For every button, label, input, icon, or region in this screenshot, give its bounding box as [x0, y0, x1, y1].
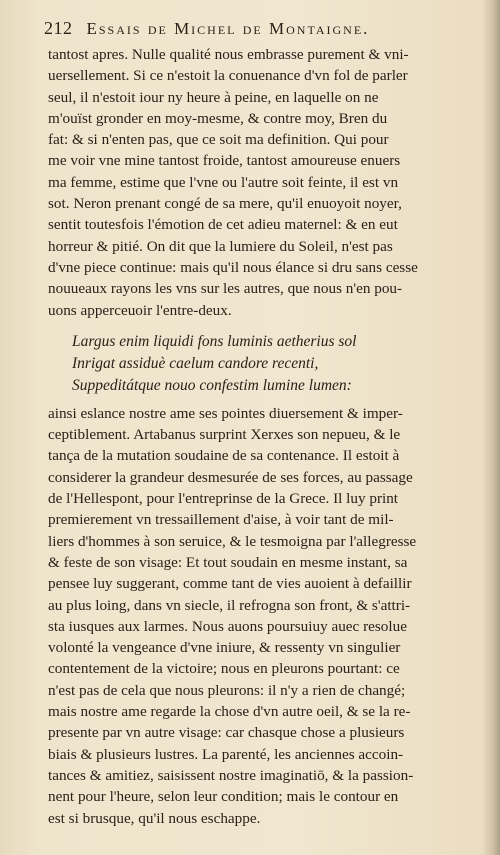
verse-line: Largus enim liquidi fons luminis aetherius sol: [72, 332, 357, 350]
text-line: nouueaux rayons les vns sur les autres, que nous n'en pou-: [48, 280, 403, 298]
text-line: contentement de la victoire; nous en pleurons pourtant: ce: [48, 660, 400, 678]
text-line: tança de la mutation soudaine de sa contenance. Il estoit à: [48, 447, 400, 465]
text-line: tantost apres. Nulle qualité nous embrasse purement & vni-: [48, 46, 409, 63]
text-line: ma femme, estime que l'vne ou l'autre soit feinte, il est vn: [48, 173, 399, 191]
text-line: me voir vne mine tantost froide, tantost amoureuse enuers: [48, 152, 401, 170]
paragraph-2: [48, 403, 480, 829]
text-line: horreur & pitié. On dit que la lumiere du Soleil, n'est pas: [48, 237, 393, 255]
text-line: est si brusque, qu'il nous eschappe.: [48, 809, 261, 827]
text-line: nent pour l'heure, selon leur condition; mais le contour en: [48, 788, 399, 806]
text-line: uons apperceuoir l'entre-deux.: [48, 301, 232, 319]
text-line: uersellement. Si ce n'estoit la conuenance d'vn fol de parler: [48, 67, 408, 85]
text-line: seul, il n'estoit iour ny heure à peine, en laquelle on ne: [48, 88, 379, 106]
paragraph-1: [48, 44, 480, 321]
verse-line: Inrigat assiduè caelum candore recenti,: [72, 354, 319, 372]
text-line: pensee luy suggerant, comme tant de vies auoient à defaillir: [48, 575, 412, 593]
text-line: m'ouïst gronder en moy-mesme, & contre moy, Bren du: [48, 109, 388, 127]
text-line: ceptiblement. Artabanus surprint Xerxes son nepueu, & le: [48, 426, 401, 444]
text-line: liers d'hommes à son seruice, & le tesmoigna par l'allegresse: [48, 532, 417, 550]
text-line: considerer la grandeur desmesurée de ses forces, au passage: [48, 468, 413, 486]
body-text: [48, 44, 480, 829]
text-line: tances & amitiez, saisissent nostre imaginatiō, & la passion-: [48, 766, 414, 784]
text-line: biais & plusieurs lustres. La parenté, les anciennes accoin-: [48, 745, 404, 763]
text-line: mais nostre ame regarde la chose d'vn autre oeil, & se la re-: [48, 703, 411, 721]
text-line: sot. Neron prenant congé de sa mere, qu'il enuoyoit noyer,: [48, 195, 402, 213]
text-line: premierement vn tressaillement d'aise, à voir tant de mil-: [48, 511, 394, 529]
text-line: fat: & si n'enten pas, que ce soit ma definition. Qui pour: [48, 131, 389, 149]
text-line: ainsi eslance nostre ame ses pointes diuersement & imper-: [48, 404, 403, 422]
verse-line: Suppeditátque nouo confestim lumine lumen:: [72, 376, 352, 394]
text-line: n'est pas de cela que nous pleurons: il n'y a rien de changé;: [48, 681, 406, 699]
text-line: au plus loing, dans vn siecle, il refrogna son front, & s'attri-: [48, 596, 411, 614]
text-line: sentit toutesfois l'émotion de cet adieu maternel: & en eut: [48, 216, 398, 234]
text-line: & feste de son visage: Et tout soudain en mesme instant, sa: [48, 553, 408, 571]
text-line: de l'Hellespont, pour l'entreprinse de la Grece. Il luy print: [48, 490, 399, 508]
page-header: [44, 18, 474, 40]
page-number: 212: [44, 18, 73, 38]
running-title: Essais de Michel de Montaigne.: [86, 19, 370, 38]
text-line: d'vne piece continue: mais qu'il nous élance si dru sans cesse: [48, 258, 418, 276]
latin-verse-quote: [72, 331, 480, 397]
text-line: sta iusques aux larmes. Nous auons poursuiuy auec resolue: [48, 617, 407, 635]
text-line: presente par vn autre visage: car chasque chose a plusieurs: [48, 724, 405, 742]
page-gutter-shadow: [482, 0, 500, 855]
text-line: volonté la vengeance d'vne iniure, & ressenty vn singulier: [48, 639, 401, 657]
